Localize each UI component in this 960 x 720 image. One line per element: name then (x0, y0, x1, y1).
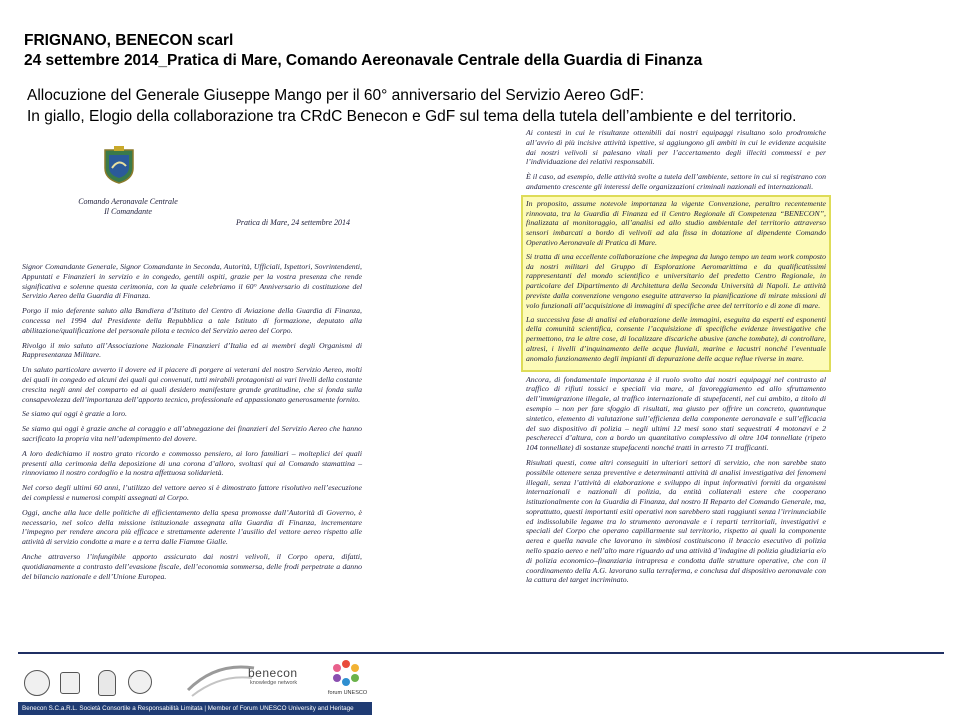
benecon-swoosh-icon (186, 660, 256, 700)
header-title: FRIGNANO, BENECON scarl (24, 32, 234, 49)
letterhead (78, 197, 178, 217)
highlighted-paragraph: La successiva fase di analisi ed elaborazione delle immagini, eseguita da esperti ed esponenti della comunità scientifica, consente l’acquisizione di specifiche evidenze investigative che permettono, tra le altre cose, di localizzare discariche abusive (anche tombate), di controllare, altresì, i livelli d’inquinamento delle acque fluviali, marine e lacustri nonché l’eventuale anomalo funzionamento degli impianti di depurazione delle acque reflue riverse in mare. (526, 314, 826, 363)
letter-paragraph: Signor Comandante Generale, Signor Comandante in Seconda, Autorità, Ufficiali, Ispettori, Sovrintendenti, Appuntati e Finanzieri in servizio e in congedo, gentili ospiti, grazie per la vostra presenza che rende significativa e solenne questa cerimonia, con la quale celebriamo il 60° Anniversario di costituzione del Servizio Aereo della Guardia di Finanza. (22, 262, 362, 301)
left-letter-scan (16, 138, 366, 623)
forum-unesco-label: forum UNESCO (328, 690, 368, 696)
letter-paragraph: Un saluto particolare avverto il dovere ed il piacere di porgere ai veterani del nostro Servizio Aereo, molti dei quali in congedo ed alcuni dei quali qui convenuti, tutti mirabili protagonisti ai vari livelli della costante crescita negli anni del comparto ed ai quali desidero manifestare grande gratitudine, che si fonda sulla consapevolezza dell’importanza dell’apporto tecnico, professionale ed appassionato generosamente fornito. (22, 365, 362, 404)
letter-paragraph: Risultati questi, come altri conseguiti in ulteriori settori di servizio, che non sarebbe stato possibile ottenere senza preventive e determinanti attività di analisi investigativa dei fenomeni illegali, senza l’attività di elaborazione e sviluppo di input informativi forniti da organismi internazionali e nazionali di polizia, da entità collaterali estere che cooperano istituzionalmente con la Guardia di Finanza, dal nostro II Reparto del Comando Generale, ma, soprattutto, questi importanti esiti operativi non sarebbero stati raggiunti senza l’irrinunciabile ed indissolubile legame tra lo strumento aeronavale e i reparti territoriali, investigativi e speciali del Corpo che operano capillarmente sul territorio, rispetto ai quali la componente aerea e quella navale che lavorano in simbiosi costituiscono il braccio esecutivo di polizia nello spazio aereo e nell’alto mare riguardo ad una attività d’indagine di polizia giudiziaria e/o di polizia economico–finanziaria intrapresa e condotta dalle strutture operative, che con il coordinamento della A.G. lavorano sulla terraferma, e conclusa dal dispositivo aeronavale con la cattura del target incriminato. (526, 457, 826, 585)
footer-bar: Benecon S.C.a.R.L. Società Consortile a Responsabilità Limitata | Member of Forum UNESCO University and Heritage (18, 702, 372, 715)
letter-paragraph: Ai contesti in cui le risultanze ottenibili dai nostri equipaggi risultano solo prodromiche all’avvio di più incisive attività ispettive, si aggiungono gli ambiti in cui le evidenze acquisite dai nostri velivoli si palesano vitali per l’accertamento degli illeciti commessi e per l’individuazione dei relativi responsabili. (526, 128, 826, 167)
left-letter-body (22, 262, 362, 586)
letter-paragraph: Rivolgo il mio saluto all’Associazione Nazionale Finanzieri d’Italia ed ai membri degli Organismi di Rappresentanza Militare. (22, 340, 362, 360)
guardia-di-finanza-crest-icon (102, 146, 136, 184)
letter-paragraph: Se siamo qui oggi è grazie a loro. (22, 409, 127, 419)
header-event: 24 settembre 2014_Pratica di Mare, Comando Aereonavale Centrale della Guardia di Finanza (24, 52, 703, 69)
letter-date: Pratica di Mare, 24 settembre 2014 (235, 218, 350, 227)
forum-unesco-flower-icon (328, 658, 364, 688)
benecon-logo-text: benecon (248, 666, 298, 680)
highlighted-paragraph: Si tratta di una eccellente collaborazione che impegna da lungo tempo un team work composto da nostri militari del Gruppo di Esplorazione Aeromarittima e da qualificatissimi rappresentanti del mondo scientifico e universitario del predetto Centro Regionale, in particolare del Dipartimento di Architettura della Seconda Università di Napoli. Le attività previste dalla convenzione vengono eseguite attraverso la pianificazione di mirate missioni di volo funzionali all’acquisizione di immagini di specifiche aree del territorio e di zone di mare. (526, 251, 826, 310)
letter-paragraph: Ancora, di fondamentale importanza è il ruolo svolto dai nostri equipaggi nel contrasto al traffico di rifiuti tossici e speciali via mare, al favoreggiamento ed allo sfruttamento dell’immigrazione illegale, al traffico internazionale di stupefacenti, nel cui ambito, a titolo di esempio – non per fare sfoggio di risultati, ma giusto per offrire un concreto, quantunque sintetico, elemento di valutazione sull’efficienza della componente aeronavale e sull’efficacia del suo dispositivo di polizia – negli ultimi 12 mesi sono stati sequestrati 4 motonavi e 2 pescherecci d’altura, con a bordo un quantitativo complessivo di oltre 104 tonnellate (ripeto 104 tonnellate) di sostanze stupefacenti nonché tratti in arresto 71 trafficanti. (526, 374, 826, 453)
command-role: Il Comandante (104, 207, 152, 216)
subtitle-line-1: Allocuzione del Generale Giuseppe Mango per il 60° anniversario del Servizio Aereo GdF: (27, 87, 645, 104)
institution-seal-icon (24, 670, 50, 696)
letter-paragraph: Porgo il mio deferente saluto alla Bandiera d’Istituto del Centro di Aviazione della Guardia di Finanza, concessa nel 1994 dal Presidente della Repubblica a tale Istituto di formazione, deputato alla abilitazione/qualificazione del personale pilota e tecnico del Servizio aereo del Corpo. (22, 306, 362, 335)
benecon-tagline: knowledge network (250, 680, 298, 686)
highlighted-paragraph: In proposito, assume notevole importanza la vigente Convenzione, peraltro recentemente rinnovata, tra la Guardia di Finanza ed il Centro Regionale di Competenza “BENECON”, finalizzata al monitoraggio, all’analisi ed allo studio ambientale del territorio attraverso sensori imbarcati a bordo di velivoli ad ala fissa in dotazione al dipendente Comando Operativo Aeronavale di Pratica di Mare. (526, 198, 826, 247)
command-name: Comando Aeronavale Centrale (78, 197, 178, 206)
footer-divider (18, 652, 944, 654)
letter-paragraph: Oggi, anche alla luce delle politiche di efficientamento della spesa promosse dall’Autorità di Governo, è necessario, nel solco della missione istituzionale assegnata alla Guardia di Finanza, incrementare l’impegno per rendere ancora più efficace e strettamente aderente l’ausilio del vettore aereo rispetto alle attività di servizio condotte a mare e a terra dalle Fiamme Gialle. (22, 507, 362, 547)
regional-emblem-icon (98, 670, 116, 696)
letter-paragraph: A loro dedichiamo il nostro grato ricordo e commosso pensiero, ai loro familiari – molteplici dei quali presenti alla cerimonia della deposizione di una corona d’alloro, svoltasi qui al Comando stamattina – rinnoviamo il nostro cordoglio e la nostra affettuosa solidarietà. (22, 448, 362, 478)
letter-paragraph: È il caso, ad esempio, delle attività svolte a tutela dell’ambiente, settore in cui si registrano con andamento crescente gli interessi delle organizzazioni criminali nazionali ed internazionali. (526, 172, 826, 191)
subtitle-line-2: In giallo, Elogio della collaborazione tra CRdC Benecon e GdF sul tema della tutela dell’ambiente e del territorio. (27, 108, 797, 125)
university-seal-icon (128, 670, 152, 694)
letter-paragraph: Se siamo qui oggi è grazie anche al coraggio e all’abnegazione dei finanzieri del Servizio Aereo che hanno sacrificato la propria vita nell’adempimento del dovere. (22, 424, 362, 443)
letter-paragraph: Anche attraverso l’infungibile apporto assicurato dai nostri velivoli, il Corpo opera, difatti, quotidianamente a contrasto dell’evasione fiscale, dell’economia sommersa, delle frodi perpetrate a danno del bilancio nazionale e dell’Unione Europea. (22, 551, 362, 581)
highlighted-section (523, 197, 829, 370)
university-shield-icon (60, 672, 80, 694)
right-letter-scan (526, 128, 826, 605)
right-letter-body (526, 128, 826, 590)
letter-paragraph: Nel corso degli ultimi 60 anni, l’utilizzo del vettore aereo si è dimostrato fattore risolutivo nell’esecuzione dei complessi e numerosi compiti assegnati al Corpo. (22, 483, 362, 502)
